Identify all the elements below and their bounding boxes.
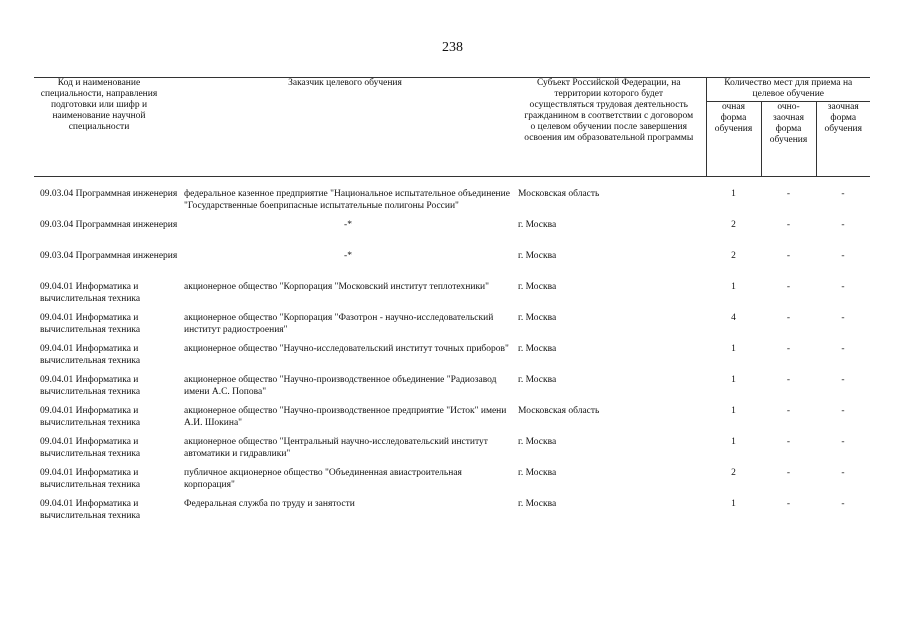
row-parttime: -: [841, 251, 845, 261]
row-customer: акционерное общество "Научно-производственное предприятие "Исток" имени А.И. Шокина": [184, 406, 507, 428]
row-mixed: -: [786, 251, 791, 261]
row-code: 09.03.04 Программная инженерия: [40, 251, 178, 261]
row-mixed: -: [786, 437, 791, 447]
row-customer: акционерное общество "Центральный научно-исследовательский институт автоматики и гидравлики": [184, 437, 488, 459]
row-parttime: -: [841, 344, 845, 354]
row-code: 09.04.01 Информатика и вычислительная техника: [40, 499, 141, 521]
header-parttime: заочная форма обучения: [816, 102, 870, 177]
row-fulltime: 1: [731, 499, 736, 509]
row-subject: Московская область: [518, 189, 600, 199]
row-mixed: -: [786, 220, 791, 230]
row-customer: акционерное общество "Научно-исследовательский институт точных приборов": [184, 344, 509, 354]
row-mixed: -: [786, 313, 791, 323]
row-fulltime: 2: [731, 468, 736, 478]
row-mixed: -: [786, 406, 791, 416]
header-fulltime: очная форма обучения: [706, 102, 761, 177]
row-fulltime: 1: [731, 406, 736, 416]
row-fulltime: 1: [731, 437, 736, 447]
table-row: [34, 344, 870, 375]
row-subject: Московская область: [518, 406, 600, 416]
table-row: [34, 189, 870, 220]
row-fulltime: 1: [731, 189, 736, 199]
row-code: 09.04.01 Информатика и вычислительная техника: [40, 344, 141, 366]
row-code: 09.04.01 Информатика и вычислительная техника: [40, 437, 141, 459]
page-number: 238: [442, 40, 463, 55]
row-parttime: -: [841, 282, 845, 292]
row-subject: г. Москва: [518, 251, 557, 261]
row-subject: г. Москва: [518, 499, 557, 509]
row-mixed: -: [786, 375, 791, 385]
row-parttime: -: [841, 375, 845, 385]
row-subject: г. Москва: [518, 375, 557, 385]
row-parttime: -: [841, 499, 845, 509]
row-mixed: -: [786, 499, 791, 509]
row-customer: федеральное казенное предприятие "Национальное испытательное объединение "Государственные боеприпасные испытательные полигоны России": [184, 189, 510, 211]
row-code: 09.04.01 Информатика и вычислительная техника: [40, 282, 141, 304]
table-body: [34, 177, 870, 531]
row-fulltime: 4: [731, 313, 736, 323]
row-mixed: -: [786, 344, 791, 354]
row-fulltime: 1: [731, 282, 736, 292]
table-row: [34, 499, 870, 530]
row-customer: публичное акционерное общество "Объединенная авиастроительная корпорация": [184, 468, 462, 490]
row-fulltime: 1: [731, 375, 736, 385]
row-parttime: -: [841, 313, 845, 323]
row-fulltime: 2: [731, 220, 736, 230]
row-parttime: -: [841, 437, 845, 447]
row-code: 09.04.01 Информатика и вычислительная техника: [40, 313, 141, 335]
header-subject: Субъект Российской Федерации, на территории которого будет осуществляться трудовая деятельность гражданином в соответствии с договором о целевом обучении после завершения освоения им образовательной программы: [512, 78, 706, 177]
header-code: Код и наименование специальности, направления подготовки или шифр и наименование научной специальности: [34, 78, 178, 177]
row-code: 09.04.01 Информатика и вычислительная техника: [40, 375, 141, 397]
targeted-training-table: [34, 77, 870, 530]
row-code: 09.04.01 Информатика и вычислительная техника: [40, 406, 141, 428]
row-parttime: -: [841, 189, 845, 199]
header-customer: Заказчик целевого обучения: [178, 78, 512, 177]
row-code: 09.04.01 Информатика и вычислительная техника: [40, 468, 141, 490]
row-subject: г. Москва: [518, 220, 557, 230]
row-customer: акционерное общество "Корпорация "Московский институт теплотехники": [184, 282, 490, 292]
row-customer: Федеральная служба по труду и занятости: [184, 499, 355, 509]
row-mixed: -: [786, 282, 791, 292]
row-fulltime: 2: [731, 251, 736, 261]
row-customer: -*: [344, 220, 352, 230]
row-code: 09.03.04 Программная инженерия: [40, 220, 178, 230]
header-mixed: очно-заочная форма обучения: [761, 102, 816, 177]
row-subject: г. Москва: [518, 282, 557, 292]
row-parttime: -: [841, 468, 845, 478]
row-parttime: -: [841, 406, 845, 416]
table-row: [34, 282, 870, 313]
row-customer: -*: [344, 251, 352, 261]
row-subject: г. Москва: [518, 468, 557, 478]
row-customer: акционерное общество "Научно-производственное объединение "Радиозавод имени А.С. Попова": [184, 375, 497, 397]
row-subject: г. Москва: [518, 437, 557, 447]
table-row: [34, 468, 870, 499]
row-subject: г. Москва: [518, 313, 557, 323]
row-customer: акционерное общество "Корпорация "Фазотрон - научно-исследовательский институт радиостроения": [184, 313, 494, 335]
table-row: [34, 313, 870, 344]
header-places: Количество мест для приема на целевое обучение: [706, 78, 870, 102]
row-mixed: -: [786, 468, 791, 478]
table-row: [34, 437, 870, 468]
row-mixed: -: [786, 189, 791, 199]
table-row: [34, 251, 870, 282]
table-row: [34, 406, 870, 437]
row-code: 09.03.04 Программная инженерия: [40, 189, 178, 199]
row-subject: г. Москва: [518, 344, 557, 354]
row-parttime: -: [841, 220, 845, 230]
table-row: [34, 375, 870, 406]
table-row: [34, 220, 870, 251]
row-fulltime: 1: [731, 344, 736, 354]
